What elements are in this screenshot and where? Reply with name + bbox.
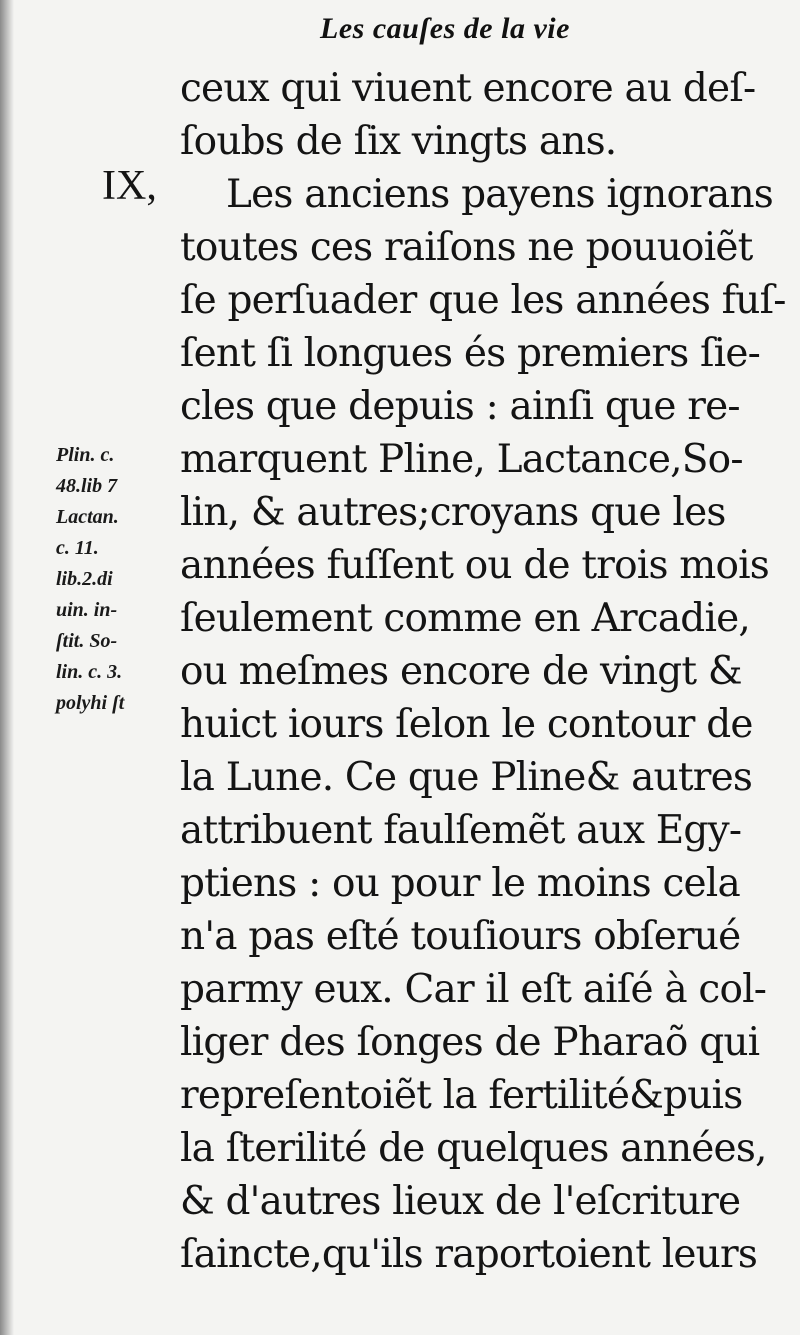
- text-line: ou meſmes encore de vingt &: [180, 649, 742, 694]
- text-line: & d'autres lieux de l'eſcriture: [180, 1179, 741, 1224]
- text-line: ſeulement comme en Arcadie,: [180, 596, 751, 641]
- text-line: ſent ſi longues és premiers ſie-: [180, 331, 760, 376]
- text-line: la Lune. Ce que Pline& autres: [180, 755, 753, 800]
- text-line: parmy eux. Car il eſt aiſé à col-: [180, 967, 767, 1012]
- text-line: toutes ces raiſons ne pouuoiẽt: [180, 225, 753, 270]
- margin-notes: [56, 440, 178, 719]
- margin-note: c. 11.: [56, 537, 99, 559]
- running-head: Les cauſes de la vie: [320, 12, 570, 45]
- page-gutter-shadow: [0, 0, 14, 1335]
- text-line: cles que depuis : ainſi que re-: [180, 384, 740, 429]
- margin-note: Plin. c.: [56, 444, 115, 466]
- text-line: ſoubs de ſix vingts ans.: [180, 119, 617, 164]
- text-line: marquent Pline, Lactance,So-: [180, 437, 743, 482]
- margin-note: lin. c. 3.: [56, 661, 123, 683]
- section-number: IX,: [102, 163, 157, 209]
- margin-note: polyhi ſt: [56, 692, 125, 714]
- text-line: ceux qui viuent encore au deſ-: [180, 66, 756, 111]
- margin-note: lib.2.di: [56, 568, 113, 590]
- text-line: huict iours ſelon le contour de: [180, 702, 753, 747]
- text-line: ſe perſuader que les années fuſ-: [180, 278, 786, 323]
- text-line: ptiens : ou pour le moins cela: [180, 861, 740, 906]
- margin-note: Lactan.: [56, 506, 119, 528]
- text-line: ſaincte,qu'ils raportoient leurs: [180, 1232, 758, 1277]
- text-line: liger des ſonges de Pharaõ qui: [180, 1020, 760, 1065]
- text-line: la ſterilité de quelques années,: [180, 1126, 767, 1171]
- text-line: n'a pas eſté touſiours obſerué: [180, 914, 741, 959]
- text-line: lin, & autres;croyans que les: [180, 490, 726, 535]
- text-line: années fuſſent ou de trois mois: [180, 543, 770, 588]
- body-text: [180, 62, 786, 1281]
- margin-note: uin. in-: [56, 599, 118, 621]
- text-line: attribuent faulſemẽt aux Egy-: [180, 808, 742, 853]
- text-line-paragraph-start: Les anciens payens ignorans: [226, 172, 774, 217]
- margin-note: ſtit. So-: [56, 630, 118, 652]
- text-line: repreſentoiẽt la fertilité&puis: [180, 1073, 743, 1118]
- margin-note: 48.lib 7: [56, 475, 118, 497]
